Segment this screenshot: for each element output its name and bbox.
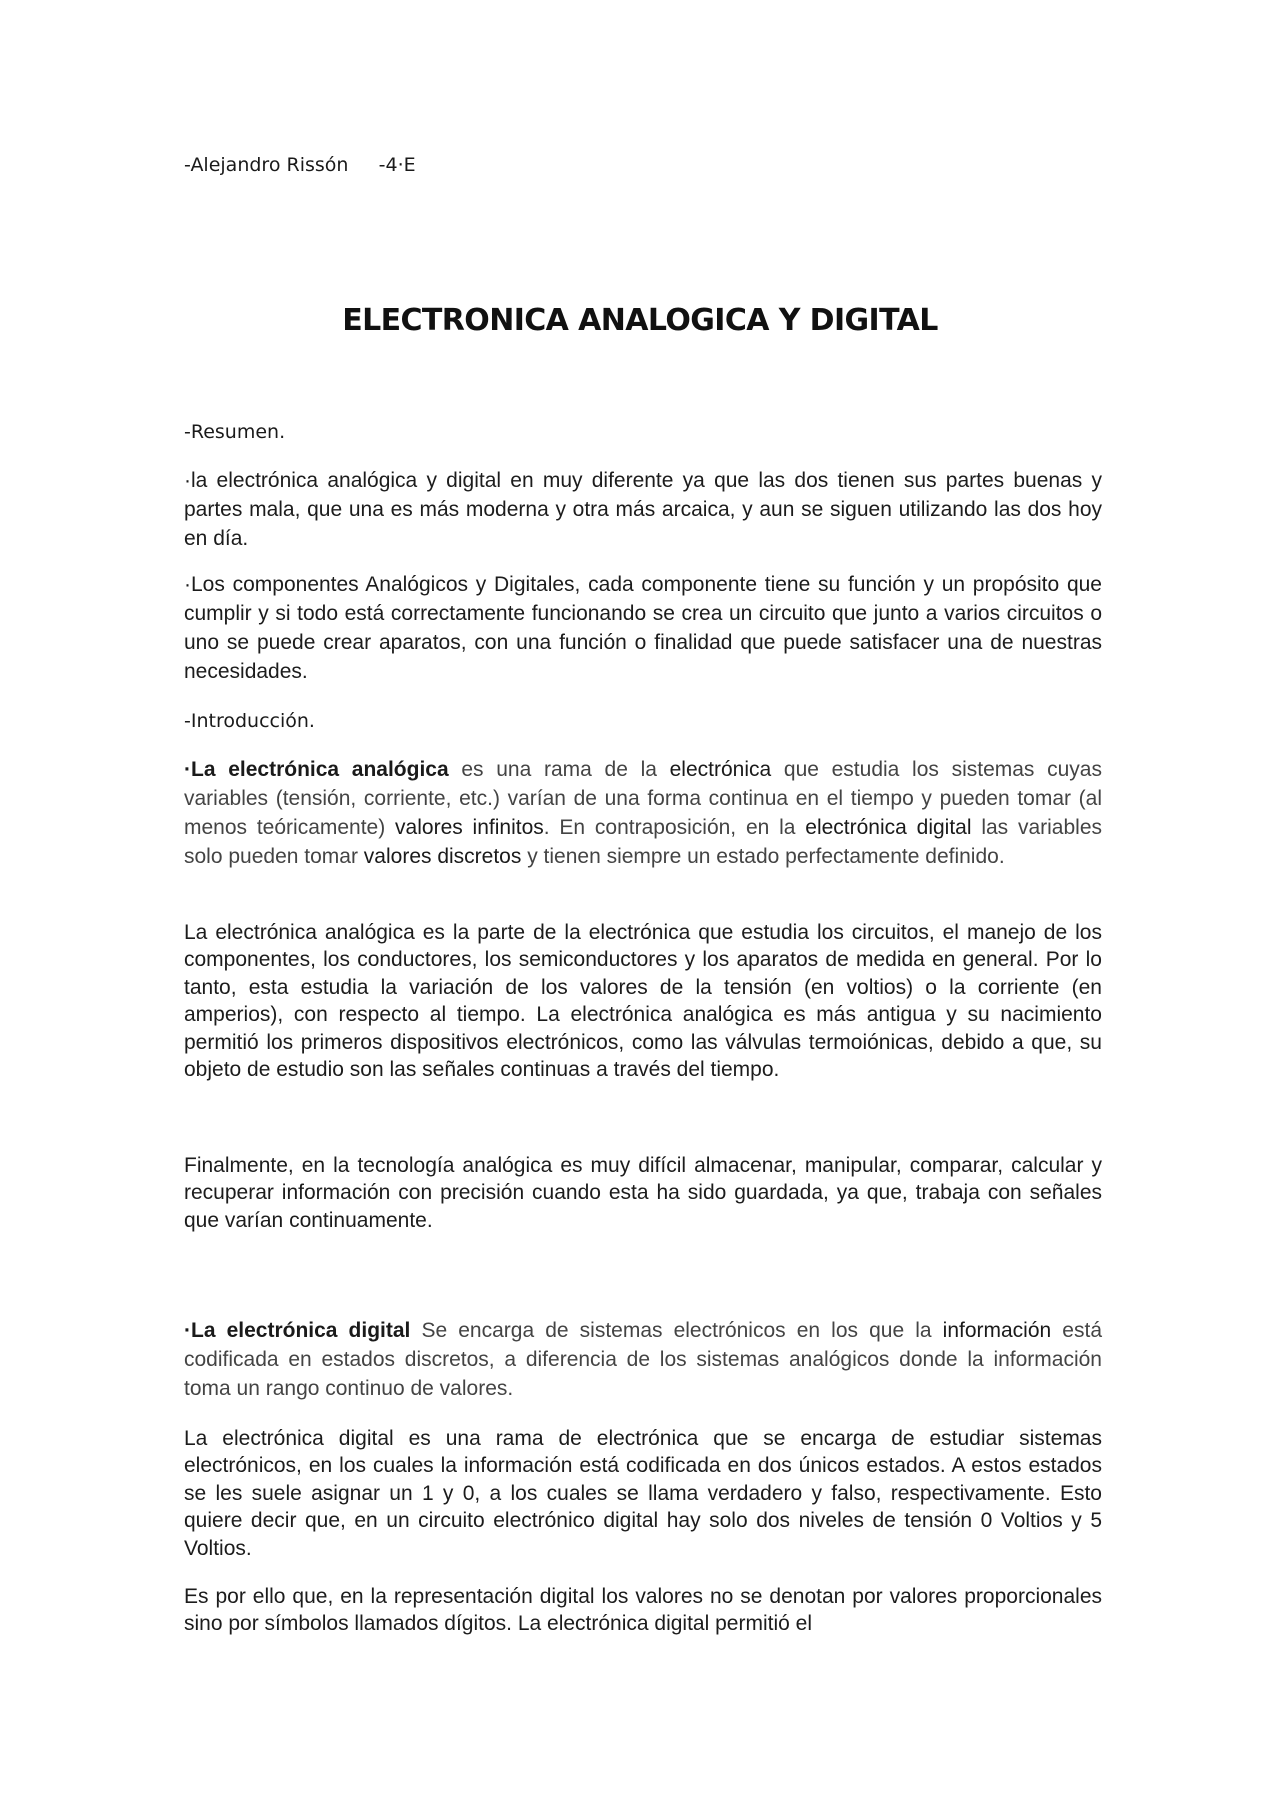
- document-title: ELECTRONICA ANALOGICA Y DIGITAL: [342, 303, 938, 338]
- analog-text-1: es una rama de la: [448, 758, 670, 781]
- resumen-paragraph-2: ·Los componentes Analógicos y Digitales, cada componente tiene su función y un propósito que cumplir y si todo está correctamente funcionando se crea un circuito que junto a varios circuitos o uno se puede crear aparatos, con una función o finalidad que puede satisfacer una de nuestras necesidades.: [184, 573, 1102, 683]
- resumen-heading: -Resumen.: [184, 421, 286, 443]
- resumen-paragraph-1: ·la electrónica analógica y digital en muy diferente ya que las dos tienen sus partes buenas y partes mala, que una es más moderna y otra más arcaica, y aun se siguen utilizando las dos hoy en día.: [184, 469, 1102, 550]
- analog-text-2: que estudia los sistemas cuyas variables (tensión, corriente, etc.) varían de una forma continua en el tiempo y pueden tomar (al menos teóricamente): [184, 758, 1102, 839]
- analog-text-4: las variables solo pueden tomar: [184, 816, 1103, 868]
- analog-paragraph-2: La electrónica analógica es la parte de la electrónica que estudia los circuitos, el manejo de los componentes, los conductores, los semiconductores y los aparatos de medida en general. Por lo tanto, esta estudia la variación de los valores de la tensión (en voltios) o la corriente (en amperios), con respecto al tiempo. La electrónica analógica es más antigua y su nacimiento permitió los primeros dispositivos electrónicos, como las válvulas termoiónicas, debido a que, su objeto de estudio son las señales continuas a través del tiempo.: [184, 921, 1102, 1082]
- analog-paragraph-3: Finalmente, en la tecnología analógica es muy difícil almacenar, manipular, comparar, calcular y recuperar información con precisión cuando esta ha sido guardada, ya que, trabaja con señales que varían continuamente.: [184, 1154, 1102, 1232]
- link-valores-infinitos[interactable]: valores infinitos: [395, 816, 544, 839]
- link-electronica-digital[interactable]: electrónica digital: [805, 816, 972, 839]
- analog-text-5: y tienen siempre un estado perfectamente definido.: [521, 845, 1005, 868]
- introduccion-heading: -Introducción.: [184, 710, 315, 732]
- digital-text-2: está codificada en estados discretos, a diferencia de los sistemas analógicos donde la información toma un rango continuo de valores.: [184, 1319, 1102, 1400]
- author-line: -Alejandro Rissón -4·E: [184, 154, 416, 176]
- digital-paragraph-3: Es por ello que, en la representación digital los valores no se denotan por valores proporcionales sino por símbolos llamados dígitos. La electrónica digital permitió el: [184, 1585, 1102, 1636]
- digital-definition-paragraph: [184, 1316, 1102, 1403]
- link-valores-discretos[interactable]: valores discretos: [363, 845, 522, 868]
- digital-lead-term: ·La electrónica digital: [184, 1319, 411, 1342]
- link-electronica[interactable]: electrónica: [669, 758, 772, 781]
- analog-lead-term: ·La electrónica analógica: [184, 758, 449, 781]
- analog-text-3: . En contraposición, en la: [543, 816, 806, 839]
- digital-text-1: Se encarga de sistemas electrónicos en los que la: [410, 1319, 943, 1342]
- digital-paragraph-2: La electrónica digital es una rama de electrónica que se encarga de estudiar sistemas electrónicos, en los cuales la información está codificada en dos únicos estados. A estos estados se les suele asignar un 1 y 0, a los cuales se llama verdadero y falso, respectivamente. Esto quiere decir que, en un circuito electrónico digital hay solo dos niveles de tensión 0 Voltios y 5 Voltios.: [184, 1427, 1102, 1560]
- link-informacion[interactable]: información: [942, 1319, 1052, 1342]
- analog-definition-paragraph: [184, 755, 1102, 871]
